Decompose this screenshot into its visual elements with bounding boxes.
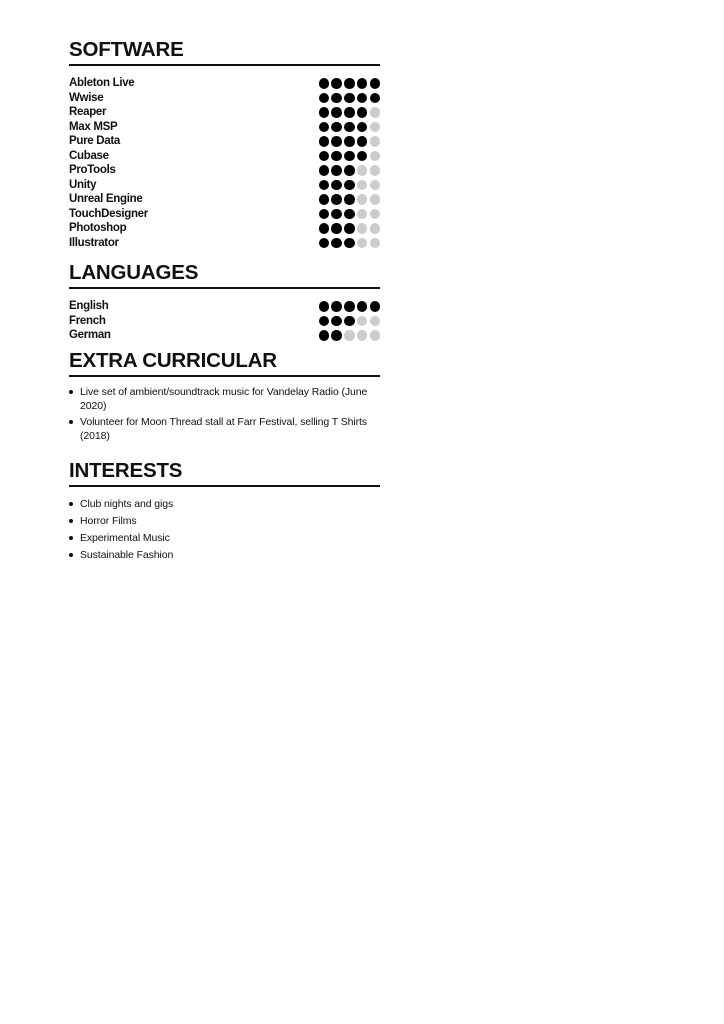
rating-dot-filled — [331, 316, 342, 327]
rating-dot-filled — [357, 107, 368, 118]
interests-heading: INTERESTS — [69, 459, 380, 487]
skill-name: German — [69, 329, 111, 341]
bullet-item — [69, 497, 380, 511]
skill-rating — [317, 301, 380, 312]
interests-section — [69, 459, 380, 562]
software-section — [69, 38, 380, 250]
rating-dot-filled — [319, 194, 330, 205]
skill-rating — [317, 330, 380, 341]
languages-list — [69, 299, 380, 343]
skill-row — [69, 314, 380, 329]
rating-dot-empty — [370, 165, 381, 176]
rating-dot-filled — [331, 122, 342, 133]
rating-dot-empty — [357, 180, 368, 191]
bullet-icon — [69, 553, 73, 557]
skill-name: TouchDesigner — [69, 207, 148, 220]
rating-dot-filled — [319, 180, 330, 191]
bullet-icon — [69, 390, 73, 394]
bullet-icon — [69, 420, 73, 424]
rating-dot-empty — [357, 330, 368, 341]
skill-row — [69, 120, 380, 135]
rating-dot-filled — [331, 209, 342, 220]
skill-rating — [317, 209, 380, 220]
skill-row — [69, 328, 380, 343]
skill-row — [69, 221, 380, 236]
rating-dot-filled — [319, 122, 330, 133]
rating-dot-empty — [370, 180, 381, 191]
rating-dot-filled — [319, 238, 330, 249]
bullet-icon — [69, 536, 73, 540]
rating-dot-filled — [344, 238, 355, 249]
rating-dot-filled — [370, 78, 381, 89]
bullet-text: Club nights and gigs — [80, 497, 174, 510]
rating-dot-filled — [344, 122, 355, 133]
skill-row — [69, 163, 380, 178]
software-heading: SOFTWARE — [69, 38, 380, 66]
skill-row — [69, 192, 380, 207]
interests-list — [69, 497, 380, 562]
rating-dot-empty — [370, 136, 381, 147]
rating-dot-filled — [331, 301, 342, 312]
rating-dot-filled — [331, 93, 342, 104]
bullet-text: Horror Films — [80, 514, 137, 527]
skill-name: Pure Data — [69, 135, 120, 147]
skill-rating — [317, 165, 380, 176]
rating-dot-filled — [331, 151, 342, 162]
skill-row — [69, 178, 380, 193]
rating-dot-filled — [344, 136, 355, 147]
rating-dot-filled — [344, 301, 355, 312]
rating-dot-filled — [331, 136, 342, 147]
rating-dot-filled — [357, 122, 368, 133]
rating-dot-filled — [331, 165, 342, 176]
rating-dot-filled — [331, 194, 342, 205]
skill-rating — [317, 238, 380, 249]
skill-name: Ableton Live — [69, 77, 135, 89]
skill-name: Max MSP — [69, 120, 118, 133]
rating-dot-filled — [344, 209, 355, 220]
skill-name: Illustrator — [69, 236, 119, 249]
rating-dot-filled — [331, 180, 342, 191]
software-list — [69, 76, 380, 250]
skill-name: Unity — [69, 178, 97, 191]
bullet-item — [69, 385, 380, 413]
bullet-text: Live set of ambient/soundtrack music for Vandelay Radio (June 2020) — [80, 385, 368, 412]
rating-dot-filled — [344, 93, 355, 104]
skill-rating — [317, 180, 380, 191]
skill-name: English — [69, 300, 109, 312]
rating-dot-empty — [370, 238, 381, 249]
skill-name: Unreal Engine — [69, 193, 143, 205]
skill-row — [69, 149, 380, 164]
rating-dot-empty — [344, 330, 355, 341]
bullet-text: Volunteer for Moon Thread stall at Farr Festival, selling T Shirts (2018) — [80, 415, 367, 442]
rating-dot-empty — [370, 316, 381, 327]
extra-curricular-heading: EXTRA CURRICULAR — [69, 349, 380, 377]
skill-rating — [317, 194, 380, 205]
bullet-text: Sustainable Fashion — [80, 548, 174, 561]
rating-dot-filled — [357, 78, 368, 89]
rating-dot-filled — [319, 93, 330, 104]
rating-dot-filled — [319, 316, 330, 327]
skill-name: ProTools — [69, 164, 116, 176]
rating-dot-filled — [370, 93, 381, 104]
skill-rating — [317, 223, 380, 234]
rating-dot-filled — [357, 151, 368, 162]
rating-dot-filled — [319, 165, 330, 176]
bullet-item — [69, 531, 380, 545]
skill-row — [69, 299, 380, 314]
rating-dot-filled — [331, 78, 342, 89]
skill-name: Cubase — [69, 149, 109, 162]
skill-rating — [317, 93, 380, 104]
rating-dot-empty — [357, 223, 368, 234]
rating-dot-empty — [370, 122, 381, 133]
skill-row — [69, 207, 380, 222]
rating-dot-filled — [319, 78, 330, 89]
rating-dot-filled — [344, 107, 355, 118]
bullet-text: Experimental Music — [80, 531, 170, 544]
rating-dot-empty — [357, 209, 368, 220]
rating-dot-empty — [370, 107, 381, 118]
rating-dot-empty — [357, 238, 368, 249]
rating-dot-filled — [357, 136, 368, 147]
skill-rating — [317, 151, 380, 162]
rating-dot-filled — [344, 180, 355, 191]
rating-dot-filled — [344, 316, 355, 327]
rating-dot-empty — [357, 165, 368, 176]
rating-dot-filled — [319, 301, 330, 312]
skill-rating — [317, 136, 380, 147]
rating-dot-filled — [357, 93, 368, 104]
bullet-item — [69, 415, 380, 443]
resume-sidebar-column — [69, 38, 380, 565]
rating-dot-empty — [370, 330, 381, 341]
rating-dot-empty — [370, 209, 381, 220]
bullet-icon — [69, 519, 73, 523]
rating-dot-filled — [344, 165, 355, 176]
rating-dot-empty — [370, 194, 381, 205]
rating-dot-empty — [357, 316, 368, 327]
skill-rating — [317, 78, 380, 89]
rating-dot-filled — [319, 209, 330, 220]
skill-row — [69, 76, 380, 91]
rating-dot-filled — [319, 107, 330, 118]
skill-row — [69, 91, 380, 106]
rating-dot-filled — [319, 330, 330, 341]
bullet-icon — [69, 502, 73, 506]
bullet-item — [69, 548, 380, 562]
languages-section — [69, 261, 380, 343]
rating-dot-filled — [331, 330, 342, 341]
skill-row — [69, 236, 380, 251]
rating-dot-filled — [344, 223, 355, 234]
rating-dot-filled — [331, 107, 342, 118]
languages-heading: LANGUAGES — [69, 261, 380, 289]
extra-curricular-section — [69, 349, 380, 443]
rating-dot-filled — [331, 223, 342, 234]
rating-dot-filled — [344, 194, 355, 205]
skill-rating — [317, 316, 380, 327]
skill-name: Wwise — [69, 91, 104, 104]
skill-row — [69, 134, 380, 149]
rating-dot-empty — [370, 151, 381, 162]
skill-rating — [317, 122, 380, 133]
rating-dot-filled — [331, 238, 342, 249]
rating-dot-filled — [357, 301, 368, 312]
rating-dot-filled — [344, 151, 355, 162]
skill-rating — [317, 107, 380, 118]
extra-curricular-list — [69, 385, 380, 443]
skill-name: Reaper — [69, 106, 107, 118]
rating-dot-filled — [344, 78, 355, 89]
skill-name: Photoshop — [69, 222, 127, 234]
rating-dot-empty — [370, 223, 381, 234]
skill-row — [69, 105, 380, 120]
rating-dot-filled — [319, 136, 330, 147]
rating-dot-filled — [319, 151, 330, 162]
skill-name: French — [69, 314, 106, 327]
rating-dot-filled — [319, 223, 330, 234]
rating-dot-filled — [370, 301, 381, 312]
rating-dot-empty — [357, 194, 368, 205]
bullet-item — [69, 514, 380, 528]
